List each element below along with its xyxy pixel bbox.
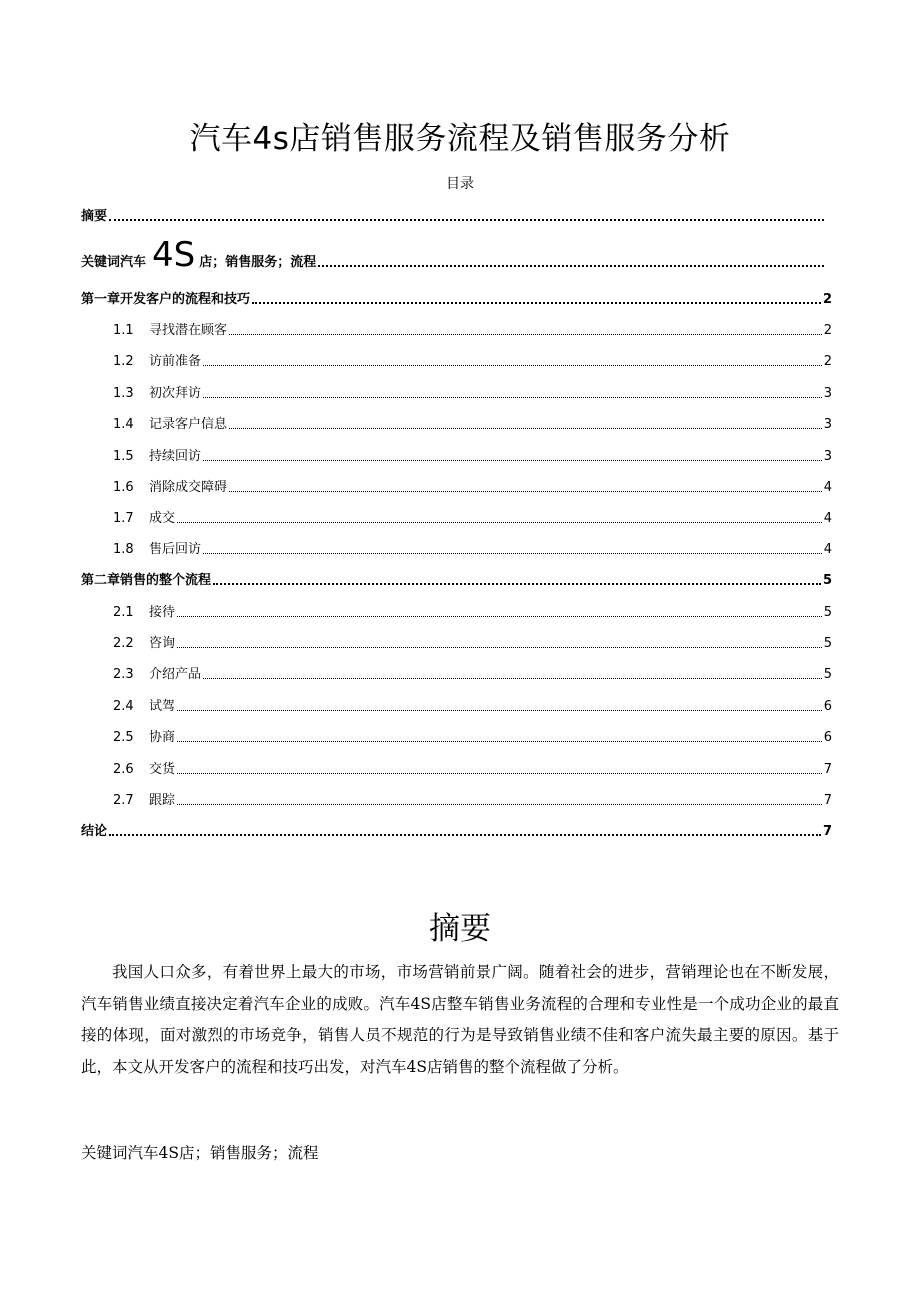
toc-page-number: 5 (823, 636, 832, 651)
toc-number: 1.6 (113, 480, 134, 495)
toc-leader (252, 301, 821, 304)
toc-page-number: 5 (823, 605, 832, 620)
toc-number: 1.2 (113, 354, 134, 369)
toc-number: 1.4 (113, 417, 134, 432)
toc-number: 2.7 (113, 793, 134, 808)
toc-label: 协商 (149, 730, 176, 745)
toc-page-number: 7 (823, 762, 832, 777)
toc-page-number: 4 (823, 511, 832, 526)
toc-entry-1-5[interactable] (113, 445, 832, 464)
toc-page-number: 6 (823, 699, 832, 714)
toc-number: 1.8 (113, 542, 134, 557)
toc-label: 第一章开发客户的流程和技巧 (81, 292, 251, 307)
toc-entry-2-4[interactable] (113, 695, 832, 714)
toc-page-number: 2 (823, 354, 832, 369)
toc-page-number: 3 (823, 449, 832, 464)
toc-leader (203, 677, 822, 679)
toc-number: 2.6 (113, 762, 134, 777)
toc-label: 试驾 (149, 699, 176, 714)
toc-entry-1-6[interactable] (113, 476, 832, 495)
toc-entry-1-7[interactable] (113, 507, 832, 526)
toc-page-number: 2 (823, 323, 832, 338)
toc-leader (177, 740, 822, 742)
toc-leader (177, 615, 822, 617)
toc-page-number: 5 (822, 573, 832, 588)
toc-label: 成交 (149, 511, 176, 526)
toc-entry-chapter-1[interactable] (81, 288, 832, 307)
toc-page-number: 2 (822, 292, 832, 307)
toc-label: 交货 (149, 762, 176, 777)
toc-label: 持续回访 (149, 449, 202, 464)
toc-label: 介绍产品 (149, 667, 202, 682)
toc-label-big-4s: 4S (152, 235, 196, 275)
toc-number: 1.7 (113, 511, 134, 526)
toc-entry-1-1[interactable] (113, 319, 832, 338)
toc-leader (213, 582, 821, 585)
toc-number: 2.3 (113, 667, 134, 682)
toc-label-prefix: 关键词汽车 (81, 255, 147, 270)
toc-entry-2-3[interactable] (113, 663, 832, 682)
toc-leader (203, 396, 822, 398)
toc-page-number: 6 (823, 730, 832, 745)
toc-leader (177, 803, 822, 805)
toc-page-number: 4 (823, 480, 832, 495)
toc-leader (203, 459, 822, 461)
abstract-paragraph: 我国人口众多，有着世界上最大的市场，市场营销前景广阔。随着社会的进步，营销理论也在不断发展，汽车销售业绩直接决定着汽车企业的成败。汽车4S店整车销售业务流程的合理和专业性是一个成功企业的最直接的体现，面对激烈的市场竞争，销售人员不规范的行为是导致销售业绩不佳和客户流失最主要的原因。基于此，本文从开发客户的流程和技巧出发，对汽车4S店销售的整个流程做了分析。 (81, 963, 839, 1076)
toc-leader (229, 333, 822, 335)
toc-heading: 目录 (446, 176, 474, 192)
toc-entry-1-2[interactable] (113, 350, 832, 369)
toc-label: 咨询 (149, 636, 176, 651)
document-title: 汽车4s店销售服务流程及销售服务分析 (189, 121, 731, 157)
toc-label: 访前准备 (149, 354, 202, 369)
toc-leader (109, 833, 821, 836)
toc-label: 摘要 (81, 209, 108, 224)
toc-number: 2.1 (113, 605, 134, 620)
toc-entry-2-2[interactable] (113, 632, 832, 651)
toc-entry-1-3[interactable] (113, 382, 832, 401)
toc-leader (229, 490, 822, 492)
toc-page-number: 7 (822, 824, 832, 839)
toc-number: 2.4 (113, 699, 134, 714)
toc-entry-1-8[interactable] (113, 538, 832, 557)
toc-entry-1-4[interactable] (113, 413, 832, 432)
toc-label: 记录客户信息 (149, 417, 228, 432)
toc-number: 2.2 (113, 636, 134, 651)
toc-entry-keywords[interactable] (81, 235, 832, 275)
toc-page-number: 7 (823, 793, 832, 808)
toc-label: 接待 (149, 605, 176, 620)
toc-entry-2-7[interactable] (113, 789, 832, 808)
toc-label-suffix: 店；销售服务；流程 (199, 255, 317, 270)
toc-entry-conclusion[interactable] (81, 820, 832, 839)
toc-label: 消除成交障碍 (149, 480, 228, 495)
toc-number: 2.5 (113, 730, 134, 745)
toc-entry-2-6[interactable] (113, 758, 832, 777)
toc-number: 1.5 (113, 449, 134, 464)
toc-entry-abstract[interactable] (81, 205, 832, 224)
toc-page-number: 5 (823, 667, 832, 682)
toc-page-number: 3 (823, 417, 832, 432)
toc-entry-2-1[interactable] (113, 601, 832, 620)
toc-label: 结论 (81, 824, 108, 839)
keywords-line: 关键词汽车4S店；销售服务；流程 (81, 1144, 319, 1162)
toc-number: 1.1 (113, 323, 134, 338)
toc-leader (109, 218, 824, 221)
toc-leader (177, 521, 822, 523)
toc-label: 售后回访 (149, 542, 202, 557)
toc-leader (229, 427, 822, 429)
toc-label: 寻找潜在顾客 (149, 323, 228, 338)
toc-leader (203, 364, 822, 366)
toc-leader (177, 646, 822, 648)
abstract-heading: 摘要 (429, 911, 491, 947)
toc-leader (318, 264, 824, 267)
toc-leader (177, 772, 822, 774)
toc-label: 跟踪 (149, 793, 176, 808)
toc-page-number: 3 (823, 386, 832, 401)
toc-leader (177, 709, 822, 711)
toc-number: 1.3 (113, 386, 134, 401)
toc-page-number: 4 (823, 542, 832, 557)
toc-entry-2-5[interactable] (113, 726, 832, 745)
toc-label: 第二章销售的整个流程 (81, 573, 212, 588)
toc-entry-chapter-2[interactable] (81, 569, 832, 588)
toc-leader (203, 552, 822, 554)
toc-label: 初次拜访 (149, 386, 202, 401)
